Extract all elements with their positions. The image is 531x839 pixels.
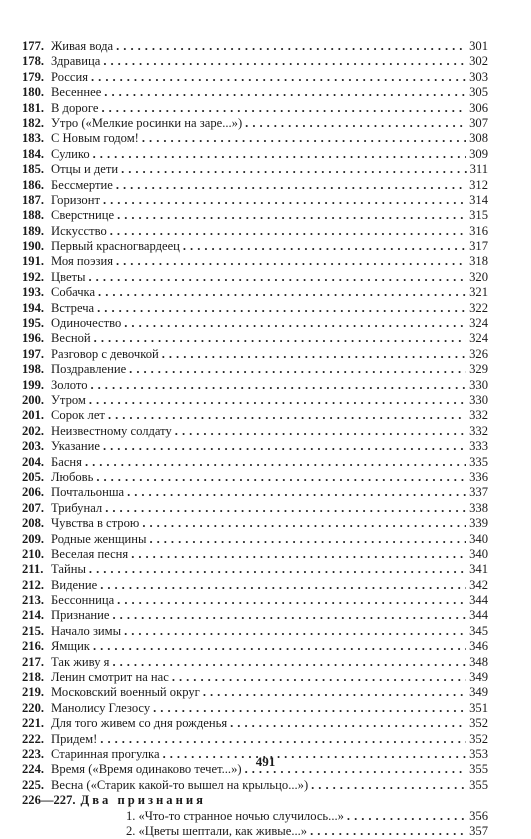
entry-page: 324 bbox=[469, 316, 488, 331]
entry-title: Два признания bbox=[80, 793, 206, 808]
entry-number: 206. bbox=[22, 485, 45, 500]
entry-title: Почтальонша bbox=[51, 485, 125, 500]
toc-entry bbox=[22, 54, 488, 69]
toc-entry bbox=[22, 147, 488, 162]
entry-number: 207. bbox=[22, 500, 45, 515]
entry-page: 355 bbox=[469, 762, 488, 777]
entry-number: 192. bbox=[22, 269, 45, 284]
dot-leader bbox=[124, 624, 466, 639]
entry-page: 326 bbox=[469, 346, 488, 361]
dot-leader bbox=[129, 362, 466, 377]
toc-subentry bbox=[22, 809, 488, 824]
entry-page: 352 bbox=[469, 716, 488, 731]
entry-number: 177. bbox=[22, 39, 45, 53]
toc-entry bbox=[22, 485, 488, 500]
entry-title: Тайны bbox=[51, 562, 86, 577]
entry-page: 333 bbox=[469, 439, 488, 454]
dot-leader bbox=[172, 670, 466, 685]
dot-leader bbox=[93, 147, 466, 162]
dot-leader bbox=[245, 116, 466, 131]
toc-entry bbox=[22, 347, 488, 362]
dot-leader bbox=[162, 347, 466, 362]
entry-number: 186. bbox=[22, 177, 45, 192]
entry-number: 199. bbox=[22, 377, 45, 392]
entry-page: 346 bbox=[469, 639, 488, 654]
dot-leader bbox=[117, 593, 466, 608]
toc-entry bbox=[22, 208, 488, 223]
entry-page: 338 bbox=[469, 500, 488, 515]
entry-title: Одиночество bbox=[51, 316, 122, 331]
dot-leader bbox=[347, 809, 466, 824]
entry-number: 181. bbox=[22, 100, 45, 115]
entry-number: 225. bbox=[22, 777, 45, 792]
dot-leader bbox=[98, 285, 466, 300]
entry-title: С Новым годом! bbox=[51, 131, 139, 146]
entry-page: 330 bbox=[469, 392, 488, 407]
dot-leader bbox=[183, 239, 466, 254]
entry-number: 196. bbox=[22, 331, 45, 346]
entry-title: Утром bbox=[51, 392, 86, 407]
entry-title: Ленин смотрит на нас bbox=[51, 670, 169, 685]
entry-title: Здравица bbox=[51, 54, 101, 69]
entry-title: Видение bbox=[51, 577, 98, 592]
entry-number: 224. bbox=[22, 762, 45, 777]
toc-entry bbox=[22, 193, 488, 208]
entry-number: 218. bbox=[22, 670, 45, 685]
entry-title: Ямщик bbox=[51, 639, 90, 654]
toc-entry bbox=[22, 239, 488, 254]
entry-number: 220. bbox=[22, 700, 45, 715]
entry-number: 205. bbox=[22, 469, 45, 484]
dot-leader bbox=[203, 685, 466, 700]
dot-leader bbox=[101, 101, 466, 116]
entry-number: 198. bbox=[22, 362, 45, 377]
entry-page: 317 bbox=[469, 239, 488, 254]
dot-leader bbox=[100, 578, 466, 593]
dot-leader bbox=[230, 716, 466, 731]
entry-page: 352 bbox=[469, 731, 488, 746]
entry-page: 312 bbox=[469, 177, 488, 192]
entry-title: «Цветы шептали, как живые...» bbox=[138, 823, 308, 838]
dot-leader bbox=[131, 547, 466, 562]
entry-page: 353 bbox=[469, 746, 488, 761]
toc-entry bbox=[22, 547, 488, 562]
toc-entry bbox=[22, 131, 488, 146]
toc-entry bbox=[22, 408, 488, 423]
entry-number: 215. bbox=[22, 623, 45, 638]
entry-number: 197. bbox=[22, 346, 45, 361]
entry-number: 223. bbox=[22, 746, 45, 761]
entry-page: 311 bbox=[469, 162, 488, 177]
toc-entry bbox=[22, 362, 488, 377]
toc-entry bbox=[22, 70, 488, 85]
entry-title: Поздравление bbox=[51, 362, 127, 377]
dot-leader bbox=[103, 439, 466, 454]
toc-entry bbox=[22, 670, 488, 685]
dot-leader bbox=[91, 378, 467, 393]
entry-title: В дороге bbox=[51, 100, 99, 115]
entry-title: Басня bbox=[51, 454, 82, 469]
entry-number: 209. bbox=[22, 531, 45, 546]
toc-entry bbox=[22, 424, 488, 439]
dot-leader bbox=[94, 331, 466, 346]
entry-page: 307 bbox=[469, 115, 488, 130]
dot-leader bbox=[89, 270, 467, 285]
entry-title: Первый красногвардеец bbox=[51, 239, 180, 254]
toc-entry bbox=[22, 285, 488, 300]
toc-entry bbox=[22, 301, 488, 316]
entry-title: Манолису Глезосу bbox=[51, 700, 151, 715]
entry-page: 335 bbox=[469, 454, 488, 469]
entry-page: 322 bbox=[469, 300, 488, 315]
entry-number: 212. bbox=[22, 577, 45, 592]
entry-title: Встреча bbox=[51, 300, 95, 315]
entry-page: 302 bbox=[469, 54, 488, 69]
dot-leader bbox=[149, 532, 466, 547]
dot-leader bbox=[85, 455, 466, 470]
entry-number: 213. bbox=[22, 593, 45, 608]
entry-page: 356 bbox=[469, 808, 488, 823]
entry-title: Сверстнице bbox=[51, 208, 115, 223]
entry-page: 321 bbox=[469, 285, 488, 300]
toc-entry bbox=[22, 516, 488, 531]
entry-number: 200. bbox=[22, 392, 45, 407]
entry-title: Придем! bbox=[51, 731, 98, 746]
entry-page: 332 bbox=[469, 423, 488, 438]
toc-entry bbox=[22, 85, 488, 100]
dot-leader bbox=[142, 516, 466, 531]
entry-title: Весеннее bbox=[51, 85, 102, 100]
entry-page: 348 bbox=[469, 654, 488, 669]
entry-title: Утро («Мелкие росинки на заре...») bbox=[51, 115, 243, 130]
entry-number: 204. bbox=[22, 454, 45, 469]
toc-entry bbox=[22, 732, 488, 747]
toc-subentry bbox=[22, 824, 488, 839]
page-number: 491 bbox=[255, 754, 276, 769]
toc-entry bbox=[22, 316, 488, 331]
dot-leader bbox=[310, 824, 466, 839]
toc-entry bbox=[22, 778, 488, 793]
toc-entry bbox=[22, 331, 488, 346]
entry-page: 344 bbox=[469, 593, 488, 608]
dot-leader bbox=[124, 316, 466, 331]
entry-number: 183. bbox=[22, 131, 45, 146]
entry-number: 202. bbox=[22, 423, 45, 438]
entry-title: Время («Время одинаково течет...») bbox=[51, 762, 242, 777]
entry-title: Цветы bbox=[51, 269, 86, 284]
entry-number: 193. bbox=[22, 285, 45, 300]
entry-number: 195. bbox=[22, 316, 45, 331]
entry-page: 303 bbox=[469, 69, 488, 84]
dot-leader bbox=[116, 254, 466, 269]
entry-number: 188. bbox=[22, 208, 45, 223]
toc-entry bbox=[22, 639, 488, 654]
entry-number: 179. bbox=[22, 69, 45, 84]
entry-title: Трибунал bbox=[51, 500, 103, 515]
entry-title: Сулико bbox=[51, 146, 90, 161]
toc-entry bbox=[22, 455, 488, 470]
entry-page: 315 bbox=[469, 208, 488, 223]
entry-number: 1. bbox=[126, 808, 136, 823]
dot-leader bbox=[153, 701, 466, 716]
dot-leader bbox=[103, 54, 466, 69]
entry-page: 340 bbox=[469, 546, 488, 561]
entry-title: Указание bbox=[51, 439, 100, 454]
entry-title: Чувства в строю bbox=[51, 516, 140, 531]
entry-title: Старинная прогулка bbox=[51, 746, 160, 761]
dot-leader bbox=[311, 778, 466, 793]
entry-title: Признание bbox=[51, 608, 110, 623]
entry-title: Для того живем со дня рожденья bbox=[51, 716, 228, 731]
dot-leader bbox=[121, 162, 466, 177]
entry-title: Разговор с девочкой bbox=[51, 346, 159, 361]
dot-leader bbox=[127, 485, 466, 500]
entry-number: 217. bbox=[22, 654, 45, 669]
toc-entry bbox=[22, 716, 488, 731]
dot-leader bbox=[91, 70, 466, 85]
entry-title: Неизвестному солдату bbox=[51, 423, 172, 438]
entry-title: Московский военный округ bbox=[51, 685, 200, 700]
toc-entry bbox=[22, 470, 488, 485]
toc-entry bbox=[22, 655, 488, 670]
entry-title: Так живу я bbox=[51, 654, 110, 669]
entry-title: Искусство bbox=[51, 223, 107, 238]
entry-title: Веселая песня bbox=[51, 546, 129, 561]
dot-leader bbox=[142, 131, 466, 146]
entry-number: 180. bbox=[22, 85, 45, 100]
entry-number: 191. bbox=[22, 254, 45, 269]
entry-number: 189. bbox=[22, 223, 45, 238]
entry-title: Родные женщины bbox=[51, 531, 147, 546]
toc-entry bbox=[22, 254, 488, 269]
toc-group-heading bbox=[22, 793, 488, 808]
entry-page: 336 bbox=[469, 469, 488, 484]
toc-entry bbox=[22, 101, 488, 116]
dot-leader bbox=[116, 178, 466, 193]
entry-number: 182. bbox=[22, 115, 45, 130]
entry-title: Моя поэзия bbox=[51, 254, 113, 269]
entry-page: 330 bbox=[469, 377, 488, 392]
dot-leader bbox=[104, 85, 466, 100]
entry-page: 342 bbox=[469, 577, 488, 592]
entry-title: Живая вода bbox=[51, 39, 114, 53]
entry-title: Отцы и дети bbox=[51, 162, 119, 177]
dot-leader bbox=[103, 193, 466, 208]
dot-leader bbox=[93, 639, 466, 654]
toc-entry bbox=[22, 378, 488, 393]
toc-entry bbox=[22, 624, 488, 639]
entry-page: 329 bbox=[469, 362, 488, 377]
entry-page: 351 bbox=[469, 700, 488, 715]
entry-page: 357 bbox=[469, 823, 488, 838]
entry-title: Горизонт bbox=[51, 192, 100, 207]
entry-number: 201. bbox=[22, 408, 45, 423]
entry-number: 185. bbox=[22, 162, 45, 177]
toc-entry bbox=[22, 178, 488, 193]
entry-page: 340 bbox=[469, 531, 488, 546]
entry-title: Собачка bbox=[51, 285, 96, 300]
entry-page: 355 bbox=[469, 777, 488, 792]
entry-number: 221. bbox=[22, 716, 45, 731]
entry-page: 301 bbox=[469, 39, 488, 53]
dot-leader bbox=[97, 301, 466, 316]
dot-leader bbox=[89, 393, 466, 408]
entry-number: 208. bbox=[22, 516, 45, 531]
entry-page: 308 bbox=[469, 131, 488, 146]
entry-number: 178. bbox=[22, 54, 45, 69]
toc-entry bbox=[22, 501, 488, 516]
toc-entry bbox=[22, 224, 488, 239]
dot-leader bbox=[110, 224, 466, 239]
toc-entry bbox=[22, 593, 488, 608]
entry-page: 339 bbox=[469, 516, 488, 531]
entry-page: 306 bbox=[469, 100, 488, 115]
entry-title: Золото bbox=[51, 377, 88, 392]
toc-entry bbox=[22, 270, 488, 285]
entry-page: 332 bbox=[469, 408, 488, 423]
entry-number: 214. bbox=[22, 608, 45, 623]
dot-leader bbox=[105, 501, 466, 516]
entry-page: 341 bbox=[469, 562, 488, 577]
entry-number: 210. bbox=[22, 546, 45, 561]
entry-number: 184. bbox=[22, 146, 45, 161]
entry-title: «Что-то странное ночью случилось...» bbox=[138, 808, 344, 823]
dot-leader bbox=[100, 732, 466, 747]
entry-page: 337 bbox=[469, 485, 488, 500]
entry-page: 316 bbox=[469, 223, 488, 238]
entry-number: 2. bbox=[126, 823, 136, 838]
entry-page: 314 bbox=[469, 192, 488, 207]
entry-title: Весна («Старик какой-то вышел на крыльцо...») bbox=[51, 777, 309, 792]
entry-page: 344 bbox=[469, 608, 488, 623]
table-of-contents bbox=[22, 39, 488, 839]
entry-page: 318 bbox=[469, 254, 488, 269]
toc-entry bbox=[22, 608, 488, 623]
dot-leader bbox=[113, 608, 467, 623]
dot-leader bbox=[89, 562, 466, 577]
entry-number: 194. bbox=[22, 300, 45, 315]
dot-leader bbox=[112, 655, 466, 670]
entry-number: 216. bbox=[22, 639, 45, 654]
entry-number: 187. bbox=[22, 192, 45, 207]
entry-title: Бессонница bbox=[51, 593, 115, 608]
entry-title: Бессмертие bbox=[51, 177, 113, 192]
entry-number: 222. bbox=[22, 731, 45, 746]
entry-page: 345 bbox=[469, 623, 488, 638]
entry-page: 305 bbox=[469, 85, 488, 100]
entry-title: Начало зимы bbox=[51, 623, 122, 638]
entry-title: Россия bbox=[51, 69, 89, 84]
entry-number: 203. bbox=[22, 439, 45, 454]
toc-entry bbox=[22, 39, 488, 54]
toc-entry bbox=[22, 685, 488, 700]
toc-entry bbox=[22, 393, 488, 408]
entry-number: 190. bbox=[22, 239, 45, 254]
dot-leader bbox=[117, 208, 466, 223]
toc-entry bbox=[22, 162, 488, 177]
entry-page: 309 bbox=[469, 146, 488, 161]
dot-leader bbox=[175, 424, 466, 439]
entry-title: Любовь bbox=[51, 469, 94, 484]
entry-page: 349 bbox=[469, 685, 488, 700]
entry-number: 211. bbox=[22, 562, 44, 577]
dot-leader bbox=[96, 470, 466, 485]
entry-number: 226—227. bbox=[22, 793, 76, 808]
toc-entry bbox=[22, 701, 488, 716]
toc-entry bbox=[22, 439, 488, 454]
toc-entry bbox=[22, 562, 488, 577]
entry-page: 349 bbox=[469, 670, 488, 685]
toc-entry bbox=[22, 532, 488, 547]
entry-page: 320 bbox=[469, 269, 488, 284]
toc-entry bbox=[22, 116, 488, 131]
entry-title: Сорок лет bbox=[51, 408, 105, 423]
toc-entry bbox=[22, 578, 488, 593]
entry-title: Весной bbox=[51, 331, 91, 346]
dot-leader bbox=[116, 39, 466, 54]
entry-number: 219. bbox=[22, 685, 45, 700]
entry-page: 324 bbox=[469, 331, 488, 346]
dot-leader bbox=[108, 408, 466, 423]
